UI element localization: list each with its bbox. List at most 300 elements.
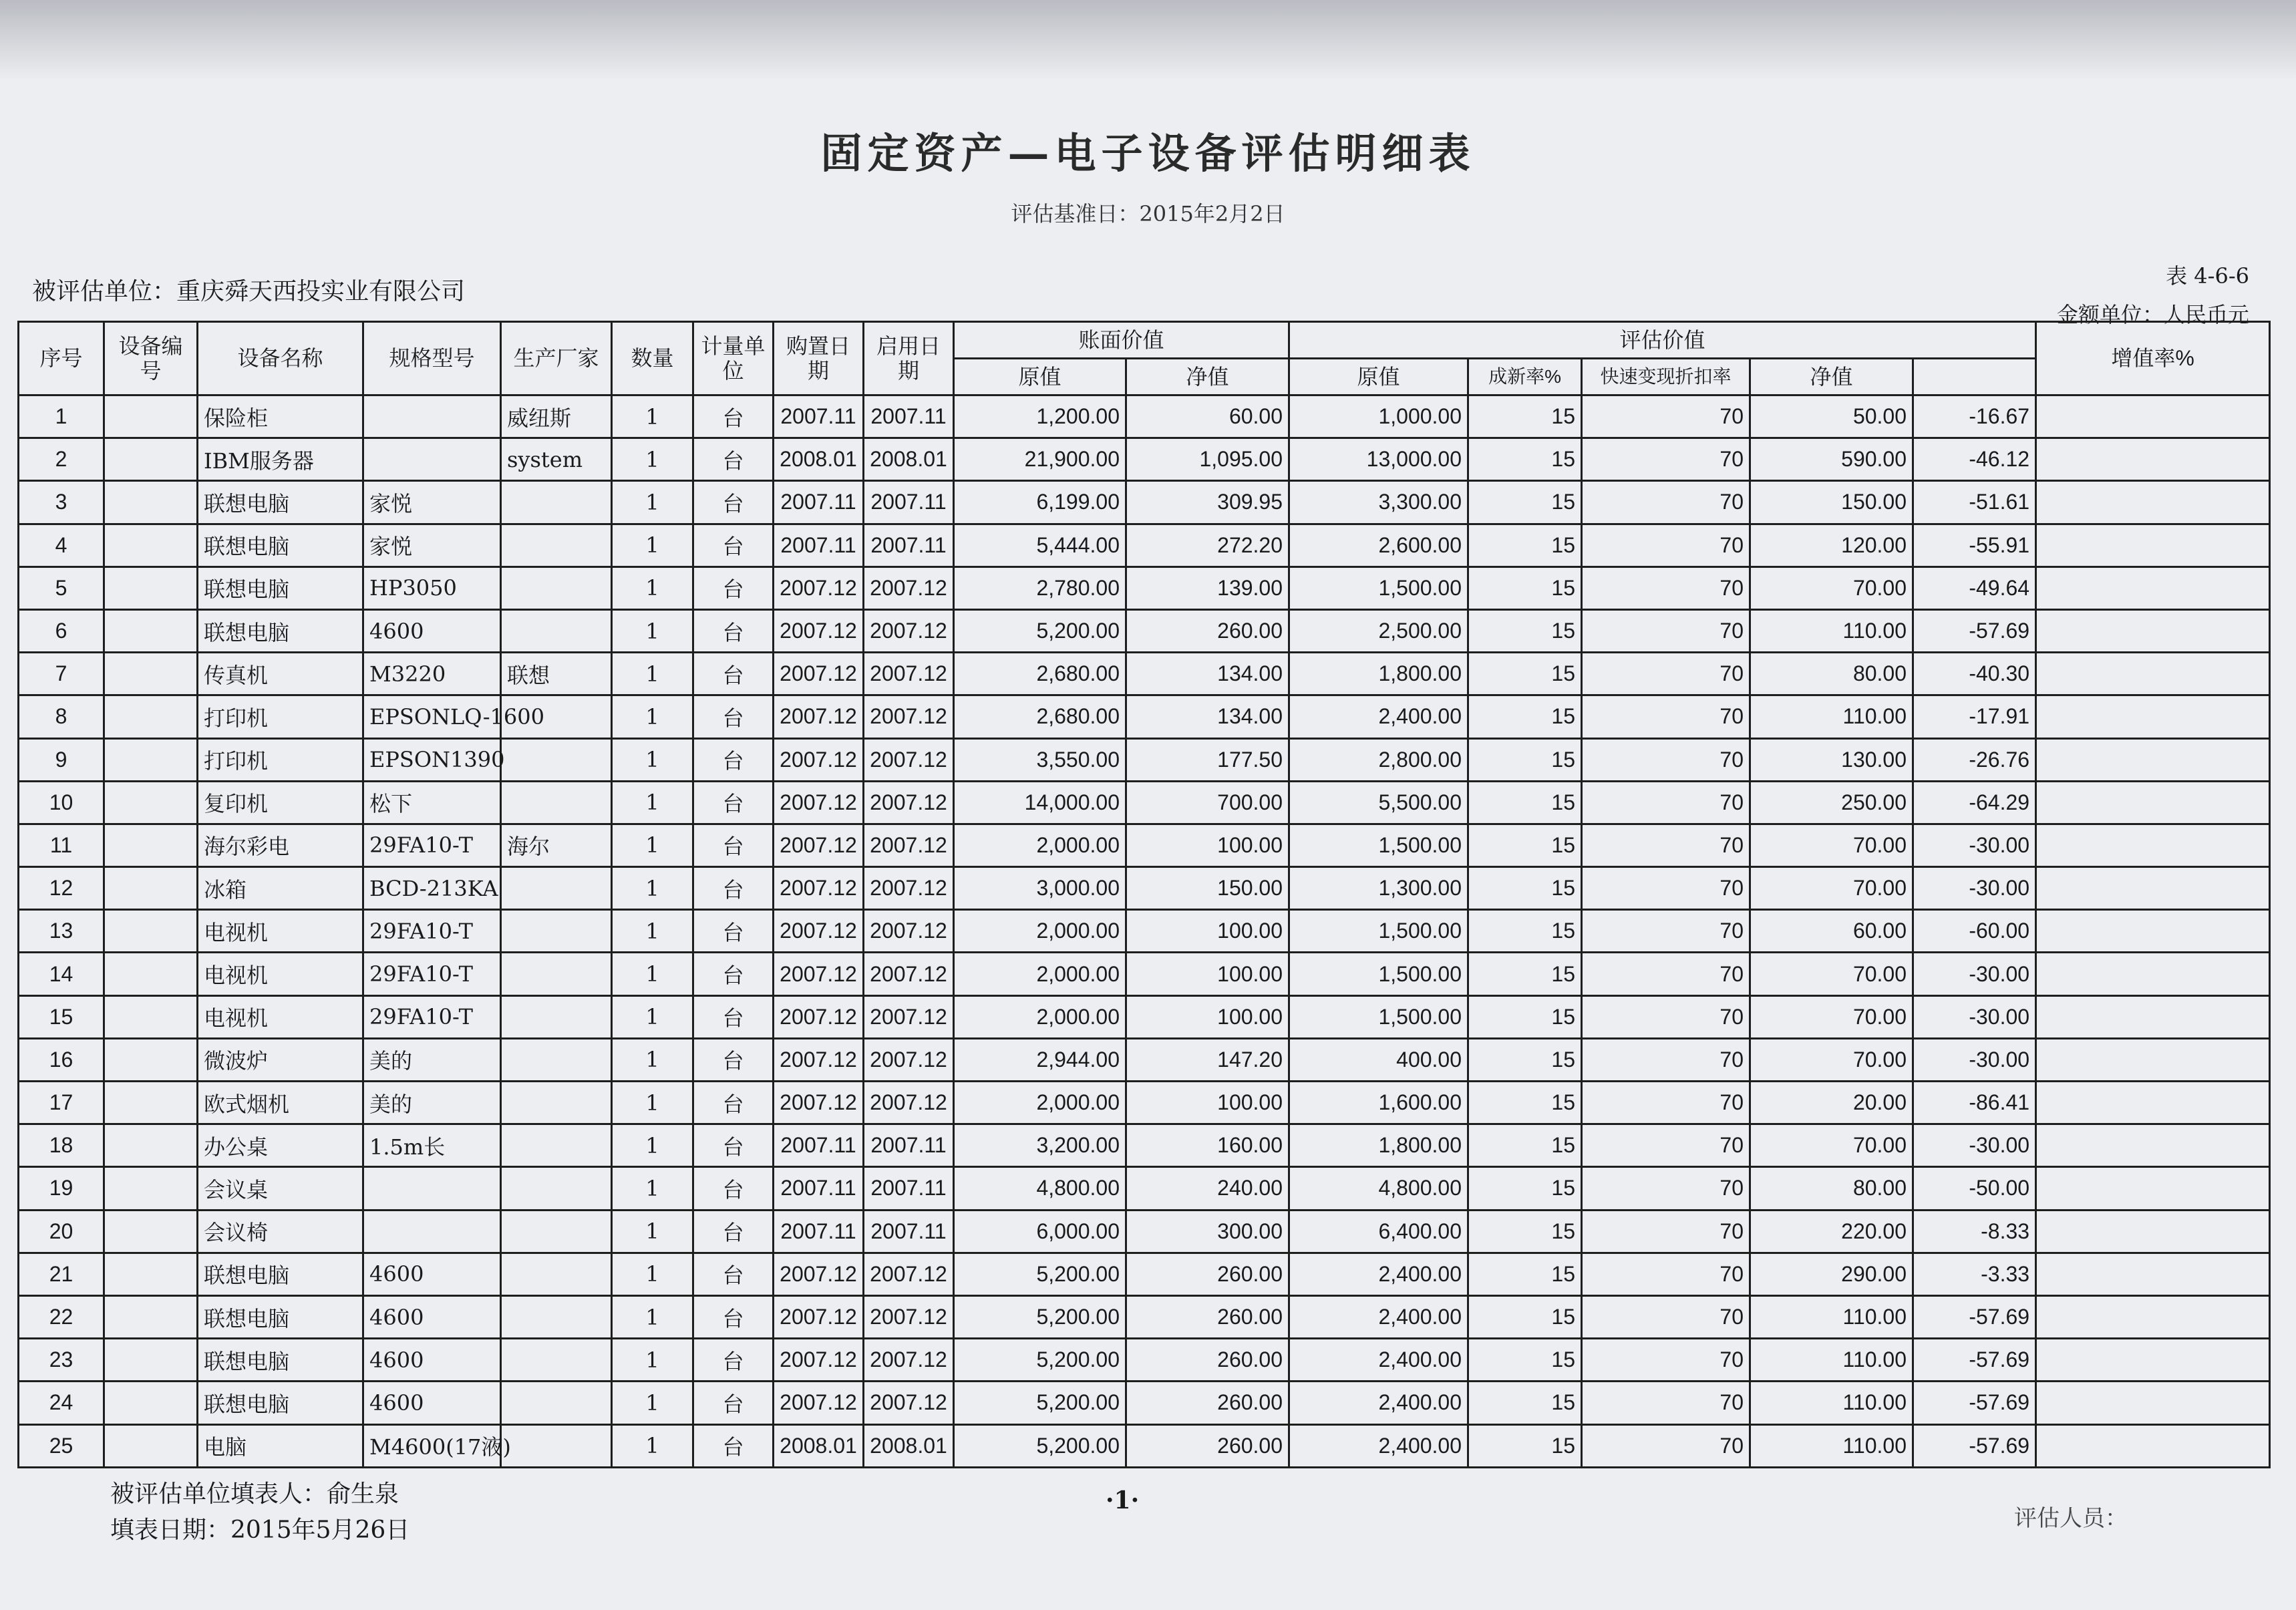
row-eval-original: 1,500.00 — [1289, 995, 1468, 1038]
row-start-date: 2007.12 — [864, 609, 954, 652]
row-discount-rate: 70 — [1582, 824, 1750, 866]
row-code — [104, 1339, 198, 1382]
row-eval-original: 1,500.00 — [1289, 953, 1468, 995]
row-purchase-date: 2007.12 — [774, 1082, 864, 1124]
row-code — [104, 653, 198, 695]
header-spec: 规格型号 — [363, 322, 501, 395]
row-maker — [501, 1038, 612, 1081]
row-remark — [2036, 438, 2270, 481]
row-book-original: 4,800.00 — [954, 1167, 1126, 1210]
header-discount-rate: 快速变现折扣率 — [1582, 359, 1750, 395]
row-purchase-date: 2007.11 — [774, 1167, 864, 1210]
row-qty: 1 — [612, 738, 693, 781]
row-start-date: 2007.12 — [864, 653, 954, 695]
table-row — [19, 738, 2270, 781]
row-code — [104, 1038, 198, 1081]
row-purchase-date: 2007.12 — [774, 653, 864, 695]
row-book-original: 6,199.00 — [954, 481, 1126, 524]
row-code — [104, 1167, 198, 1210]
table-row — [19, 438, 2270, 481]
row-spec: 美的 — [363, 1082, 501, 1124]
row-number: 15 — [19, 995, 104, 1038]
row-spec: 29FA10-T — [363, 995, 501, 1038]
row-start-date: 2007.12 — [864, 824, 954, 866]
table-number: 表 4-6-6 — [2166, 263, 2249, 289]
row-book-net: 100.00 — [1126, 824, 1289, 866]
row-newness-rate: 15 — [1468, 524, 1582, 567]
row-eval-net: 130.00 — [1750, 738, 1913, 781]
row-newness-rate: 15 — [1468, 1253, 1582, 1295]
row-number: 8 — [19, 695, 104, 738]
row-book-net: 272.20 — [1126, 524, 1289, 567]
row-name: 办公桌 — [198, 1124, 363, 1167]
row-code — [104, 1210, 198, 1253]
row-newness-rate: 15 — [1468, 738, 1582, 781]
row-increase-rate: -57.69 — [1913, 1295, 2036, 1338]
header-book-value: 账面价值 — [954, 322, 1289, 359]
row-book-net: 260.00 — [1126, 1339, 1289, 1382]
row-eval-net: 70.00 — [1750, 1124, 1913, 1167]
row-purchase-date: 2007.12 — [774, 824, 864, 866]
row-maker — [501, 910, 612, 953]
row-increase-rate: -30.00 — [1913, 995, 2036, 1038]
row-discount-rate: 70 — [1582, 781, 1750, 824]
row-number: 22 — [19, 1295, 104, 1338]
row-purchase-date: 2007.11 — [774, 481, 864, 524]
row-discount-rate: 70 — [1582, 524, 1750, 567]
row-qty: 1 — [612, 1253, 693, 1295]
row-purchase-date: 2008.01 — [774, 1424, 864, 1467]
row-eval-net: 590.00 — [1750, 438, 1913, 481]
row-qty: 1 — [612, 1167, 693, 1210]
row-unit: 台 — [693, 1295, 774, 1338]
row-name: 联想电脑 — [198, 481, 363, 524]
row-maker — [501, 1382, 612, 1424]
table-row — [19, 953, 2270, 995]
row-unit: 台 — [693, 1339, 774, 1382]
row-remark — [2036, 995, 2270, 1038]
row-number: 16 — [19, 1038, 104, 1081]
row-name: 欧式烟机 — [198, 1082, 363, 1124]
row-code — [104, 953, 198, 995]
row-name: 联想电脑 — [198, 1382, 363, 1424]
row-start-date: 2007.11 — [864, 395, 954, 438]
row-book-original: 21,900.00 — [954, 438, 1126, 481]
fill-date: 填表日期：2015年5月26日 — [110, 1516, 410, 1544]
row-discount-rate: 70 — [1582, 695, 1750, 738]
row-remark — [2036, 1038, 2270, 1081]
row-eval-net: 80.00 — [1750, 1167, 1913, 1210]
row-maker — [501, 781, 612, 824]
asset-table — [17, 321, 2271, 1468]
row-unit: 台 — [693, 695, 774, 738]
row-unit: 台 — [693, 781, 774, 824]
row-maker: 海尔 — [501, 824, 612, 866]
row-eval-net: 150.00 — [1750, 481, 1913, 524]
row-book-original: 3,200.00 — [954, 1124, 1126, 1167]
row-spec — [363, 1167, 501, 1210]
row-code — [104, 395, 198, 438]
row-unit: 台 — [693, 1210, 774, 1253]
row-increase-rate: -50.00 — [1913, 1167, 2036, 1210]
row-increase-rate: -30.00 — [1913, 1038, 2036, 1081]
row-book-net: 134.00 — [1126, 653, 1289, 695]
row-qty: 1 — [612, 653, 693, 695]
row-discount-rate: 70 — [1582, 738, 1750, 781]
row-purchase-date: 2007.12 — [774, 910, 864, 953]
row-remark — [2036, 653, 2270, 695]
row-book-net: 160.00 — [1126, 1124, 1289, 1167]
row-book-net: 300.00 — [1126, 1210, 1289, 1253]
row-spec: 1.5m长 — [363, 1124, 501, 1167]
row-eval-original: 1,300.00 — [1289, 867, 1468, 910]
row-purchase-date: 2007.12 — [774, 867, 864, 910]
row-newness-rate: 15 — [1468, 1295, 1582, 1338]
row-discount-rate: 70 — [1582, 1382, 1750, 1424]
row-book-net: 150.00 — [1126, 867, 1289, 910]
row-eval-original: 1,800.00 — [1289, 1124, 1468, 1167]
row-unit: 台 — [693, 395, 774, 438]
row-number: 11 — [19, 824, 104, 866]
row-increase-rate: -40.30 — [1913, 653, 2036, 695]
row-maker — [501, 1295, 612, 1338]
row-purchase-date: 2007.12 — [774, 609, 864, 652]
row-maker: system — [501, 438, 612, 481]
row-purchase-date: 2007.12 — [774, 695, 864, 738]
row-increase-rate: -30.00 — [1913, 867, 2036, 910]
row-discount-rate: 70 — [1582, 1424, 1750, 1467]
row-remark — [2036, 1210, 2270, 1253]
row-increase-rate: -3.33 — [1913, 1253, 2036, 1295]
row-remark — [2036, 910, 2270, 953]
row-remark — [2036, 824, 2270, 866]
row-newness-rate: 15 — [1468, 1424, 1582, 1467]
row-remark — [2036, 481, 2270, 524]
row-book-original: 2,000.00 — [954, 910, 1126, 953]
header-eval-value: 评估价值 — [1289, 322, 2036, 359]
row-unit: 台 — [693, 438, 774, 481]
row-book-original: 5,200.00 — [954, 1382, 1126, 1424]
table-row — [19, 1339, 2270, 1382]
row-qty: 1 — [612, 953, 693, 995]
row-eval-net: 80.00 — [1750, 653, 1913, 695]
row-increase-rate: -57.69 — [1913, 609, 2036, 652]
row-remark — [2036, 1167, 2270, 1210]
row-eval-original: 2,500.00 — [1289, 609, 1468, 652]
row-book-net: 260.00 — [1126, 1253, 1289, 1295]
table-row — [19, 781, 2270, 824]
row-spec: EPSON1390 — [363, 738, 501, 781]
row-number: 9 — [19, 738, 104, 781]
row-book-original: 5,200.00 — [954, 1295, 1126, 1338]
table-row — [19, 609, 2270, 652]
row-book-original: 2,780.00 — [954, 567, 1126, 609]
row-book-net: 240.00 — [1126, 1167, 1289, 1210]
row-spec: 29FA10-T — [363, 910, 501, 953]
table-row — [19, 1124, 2270, 1167]
row-discount-rate: 70 — [1582, 438, 1750, 481]
row-maker — [501, 1424, 612, 1467]
row-qty: 1 — [612, 567, 693, 609]
row-book-net: 100.00 — [1126, 953, 1289, 995]
row-eval-original: 1,500.00 — [1289, 824, 1468, 866]
row-increase-rate: -16.67 — [1913, 395, 2036, 438]
header-maker: 生产厂家 — [501, 322, 612, 395]
header-qty: 数量 — [612, 322, 693, 395]
row-discount-rate: 70 — [1582, 1253, 1750, 1295]
row-number: 6 — [19, 609, 104, 652]
row-number: 18 — [19, 1124, 104, 1167]
assessed-unit: 被评估单位：重庆舜天西投实业有限公司 — [32, 278, 466, 305]
row-newness-rate: 15 — [1468, 653, 1582, 695]
row-qty: 1 — [612, 1038, 693, 1081]
row-eval-net: 120.00 — [1750, 524, 1913, 567]
row-code — [104, 1124, 198, 1167]
row-eval-original: 13,000.00 — [1289, 438, 1468, 481]
row-eval-net: 70.00 — [1750, 1038, 1913, 1081]
row-maker — [501, 1167, 612, 1210]
row-newness-rate: 15 — [1468, 824, 1582, 866]
row-name: 联想电脑 — [198, 1339, 363, 1382]
row-spec: BCD-213KA — [363, 867, 501, 910]
row-unit: 台 — [693, 1253, 774, 1295]
row-book-original: 2,000.00 — [954, 953, 1126, 995]
row-number: 10 — [19, 781, 104, 824]
row-spec — [363, 395, 501, 438]
row-qty: 1 — [612, 609, 693, 652]
row-qty: 1 — [612, 1382, 693, 1424]
row-name: 打印机 — [198, 738, 363, 781]
row-remark — [2036, 781, 2270, 824]
row-start-date: 2007.11 — [864, 524, 954, 567]
row-purchase-date: 2007.12 — [774, 1339, 864, 1382]
row-book-original: 5,200.00 — [954, 609, 1126, 652]
row-number: 13 — [19, 910, 104, 953]
row-increase-rate: -86.41 — [1913, 1082, 2036, 1124]
row-number: 7 — [19, 653, 104, 695]
row-unit: 台 — [693, 867, 774, 910]
row-unit: 台 — [693, 738, 774, 781]
row-book-original: 3,000.00 — [954, 867, 1126, 910]
row-remark — [2036, 524, 2270, 567]
row-increase-rate: -55.91 — [1913, 524, 2036, 567]
row-eval-original: 2,400.00 — [1289, 1253, 1468, 1295]
row-unit: 台 — [693, 910, 774, 953]
row-book-net: 100.00 — [1126, 1082, 1289, 1124]
row-code — [104, 824, 198, 866]
row-remark — [2036, 1382, 2270, 1424]
row-number: 14 — [19, 953, 104, 995]
row-qty: 1 — [612, 481, 693, 524]
row-unit: 台 — [693, 653, 774, 695]
table-row — [19, 1295, 2270, 1338]
row-name: 电视机 — [198, 910, 363, 953]
row-discount-rate: 70 — [1582, 653, 1750, 695]
row-purchase-date: 2007.12 — [774, 1038, 864, 1081]
row-book-original: 1,200.00 — [954, 395, 1126, 438]
row-name: 电脑 — [198, 1424, 363, 1467]
row-spec: 4600 — [363, 1295, 501, 1338]
row-code — [104, 1253, 198, 1295]
row-qty: 1 — [612, 781, 693, 824]
table-row — [19, 481, 2270, 524]
row-name: 联想电脑 — [198, 609, 363, 652]
row-newness-rate: 15 — [1468, 867, 1582, 910]
row-increase-rate: -49.64 — [1913, 567, 2036, 609]
row-start-date: 2007.12 — [864, 1339, 954, 1382]
row-spec: M3220 — [363, 653, 501, 695]
table-row — [19, 1038, 2270, 1081]
row-eval-original: 400.00 — [1289, 1038, 1468, 1081]
row-unit: 台 — [693, 1167, 774, 1210]
row-spec: M4600(17液) — [363, 1424, 501, 1467]
row-book-net: 177.50 — [1126, 738, 1289, 781]
row-discount-rate: 70 — [1582, 953, 1750, 995]
row-book-net: 260.00 — [1126, 1424, 1289, 1467]
row-start-date: 2007.12 — [864, 1082, 954, 1124]
table-row — [19, 1082, 2270, 1124]
row-spec: 家悦 — [363, 524, 501, 567]
row-increase-rate: -51.61 — [1913, 481, 2036, 524]
row-name: IBM服务器 — [198, 438, 363, 481]
row-eval-original: 1,800.00 — [1289, 653, 1468, 695]
form-filler: 被评估单位填表人：俞生泉 — [110, 1480, 399, 1508]
row-name: 复印机 — [198, 781, 363, 824]
row-book-net: 700.00 — [1126, 781, 1289, 824]
table-row — [19, 524, 2270, 567]
row-qty: 1 — [612, 524, 693, 567]
row-book-net: 309.95 — [1126, 481, 1289, 524]
row-remark — [2036, 1082, 2270, 1124]
row-eval-original: 1,500.00 — [1289, 910, 1468, 953]
row-eval-original: 2,400.00 — [1289, 695, 1468, 738]
row-spec: 4600 — [363, 609, 501, 652]
row-maker — [501, 1124, 612, 1167]
row-code — [104, 695, 198, 738]
row-purchase-date: 2007.12 — [774, 1253, 864, 1295]
row-purchase-date: 2007.11 — [774, 524, 864, 567]
base-date: 评估基准日：2015年2月2日 — [1011, 201, 1285, 226]
row-discount-rate: 70 — [1582, 609, 1750, 652]
row-book-net: 260.00 — [1126, 1382, 1289, 1424]
row-spec — [363, 1210, 501, 1253]
header-book-original: 原值 — [954, 359, 1126, 395]
row-name: 会议椅 — [198, 1210, 363, 1253]
row-start-date: 2007.12 — [864, 1038, 954, 1081]
row-discount-rate: 70 — [1582, 1210, 1750, 1253]
row-eval-net: 250.00 — [1750, 781, 1913, 824]
row-name: 保险柜 — [198, 395, 363, 438]
table-row — [19, 695, 2270, 738]
row-code — [104, 738, 198, 781]
row-eval-original: 3,300.00 — [1289, 481, 1468, 524]
row-code — [104, 1382, 198, 1424]
currency-unit: 金额单位：人民币元 — [2056, 302, 2249, 327]
table-row — [19, 1253, 2270, 1295]
row-name: 电视机 — [198, 995, 363, 1038]
table-row — [19, 995, 2270, 1038]
row-newness-rate: 15 — [1468, 395, 1582, 438]
row-discount-rate: 70 — [1582, 567, 1750, 609]
row-number: 21 — [19, 1253, 104, 1295]
row-start-date: 2007.12 — [864, 1253, 954, 1295]
row-book-original: 5,200.00 — [954, 1339, 1126, 1382]
row-discount-rate: 70 — [1582, 1082, 1750, 1124]
row-purchase-date: 2007.11 — [774, 1210, 864, 1253]
row-start-date: 2007.12 — [864, 567, 954, 609]
row-eval-net: 60.00 — [1750, 910, 1913, 953]
row-book-net: 260.00 — [1126, 1295, 1289, 1338]
row-discount-rate: 70 — [1582, 995, 1750, 1038]
row-eval-net: 70.00 — [1750, 953, 1913, 995]
row-discount-rate: 70 — [1582, 1295, 1750, 1338]
row-increase-rate: -46.12 — [1913, 438, 2036, 481]
row-unit: 台 — [693, 524, 774, 567]
row-purchase-date: 2007.12 — [774, 995, 864, 1038]
row-eval-original: 1,500.00 — [1289, 567, 1468, 609]
row-increase-rate: -8.33 — [1913, 1210, 2036, 1253]
row-number: 24 — [19, 1382, 104, 1424]
table-row — [19, 1210, 2270, 1253]
row-number: 12 — [19, 867, 104, 910]
row-remark — [2036, 1295, 2270, 1338]
row-qty: 1 — [612, 1210, 693, 1253]
row-start-date: 2008.01 — [864, 1424, 954, 1467]
row-eval-net: 110.00 — [1750, 1295, 1913, 1338]
row-newness-rate: 15 — [1468, 1167, 1582, 1210]
row-spec: 29FA10-T — [363, 953, 501, 995]
row-unit: 台 — [693, 1382, 774, 1424]
row-eval-net: 110.00 — [1750, 1339, 1913, 1382]
row-number: 25 — [19, 1424, 104, 1467]
row-spec: 美的 — [363, 1038, 501, 1081]
row-remark — [2036, 609, 2270, 652]
row-unit: 台 — [693, 1082, 774, 1124]
row-book-original: 2,680.00 — [954, 695, 1126, 738]
row-increase-rate: -30.00 — [1913, 1124, 2036, 1167]
row-maker — [501, 953, 612, 995]
row-maker — [501, 1253, 612, 1295]
appraiser-label: 评估人员： — [2014, 1505, 2128, 1532]
row-remark — [2036, 1253, 2270, 1295]
row-maker — [501, 1082, 612, 1124]
row-remark — [2036, 1424, 2270, 1467]
row-newness-rate: 15 — [1468, 1339, 1582, 1382]
row-eval-original: 2,400.00 — [1289, 1295, 1468, 1338]
row-book-original: 14,000.00 — [954, 781, 1126, 824]
row-book-original: 5,200.00 — [954, 1253, 1126, 1295]
row-eval-original: 2,400.00 — [1289, 1424, 1468, 1467]
row-newness-rate: 15 — [1468, 1124, 1582, 1167]
row-maker — [501, 738, 612, 781]
row-code — [104, 438, 198, 481]
row-spec: 4600 — [363, 1253, 501, 1295]
row-start-date: 2008.01 — [864, 438, 954, 481]
row-maker — [501, 867, 612, 910]
row-qty: 1 — [612, 395, 693, 438]
header-eval-net: 净值 — [1750, 359, 1913, 395]
row-start-date: 2007.12 — [864, 995, 954, 1038]
row-purchase-date: 2007.12 — [774, 953, 864, 995]
row-book-original: 2,680.00 — [954, 653, 1126, 695]
row-number: 3 — [19, 481, 104, 524]
row-maker — [501, 567, 612, 609]
row-newness-rate: 15 — [1468, 781, 1582, 824]
row-eval-net: 70.00 — [1750, 824, 1913, 866]
row-purchase-date: 2007.12 — [774, 1295, 864, 1338]
row-unit: 台 — [693, 1424, 774, 1467]
row-book-original: 2,944.00 — [954, 1038, 1126, 1081]
